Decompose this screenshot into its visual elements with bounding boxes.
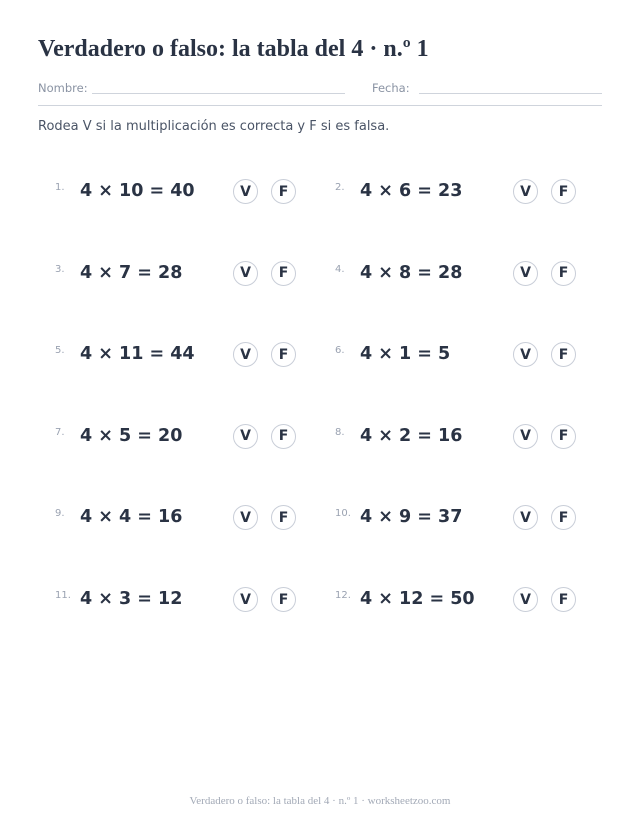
problem-item	[55, 256, 305, 290]
true-choice-button[interactable]: V	[513, 505, 538, 530]
problem-equation: 4 × 12 = 50	[360, 589, 475, 609]
problem-item	[335, 337, 585, 371]
problem-equation: 4 × 10 = 40	[80, 181, 195, 201]
true-choice-button[interactable]: V	[233, 342, 258, 367]
page-title: Verdadero o falso: la tabla del 4 · n.º 1	[38, 36, 429, 62]
problem-number: 12.	[335, 590, 351, 601]
false-choice-button[interactable]: F	[551, 587, 576, 612]
true-choice-button[interactable]: V	[513, 342, 538, 367]
false-choice-button[interactable]: F	[271, 342, 296, 367]
problem-equation: 4 × 9 = 37	[360, 507, 463, 528]
problem-number: 5.	[55, 345, 65, 357]
true-choice-button[interactable]: V	[233, 587, 258, 612]
false-choice-button[interactable]: F	[271, 179, 296, 204]
false-choice-button[interactable]: F	[271, 424, 296, 449]
false-choice-button[interactable]: F	[551, 261, 576, 286]
problem-number: 1.	[55, 182, 65, 193]
false-choice-button[interactable]: F	[551, 179, 576, 204]
instructions: Rodea V si la multiplicación es correcta y F si es falsa.	[38, 119, 390, 134]
problem-number: 2.	[335, 182, 345, 193]
problem-item	[55, 337, 305, 371]
problem-item	[335, 500, 585, 534]
footer: Verdadero o falso: la tabla del 4 · n.º 1 · worksheetzoo.com	[189, 795, 451, 807]
problem-number: 6.	[335, 345, 345, 357]
problem-item	[55, 174, 305, 208]
problem-equation: 4 × 3 = 12	[80, 589, 183, 609]
problem-equation: 4 × 6 = 23	[360, 181, 463, 201]
problem-equation: 4 × 7 = 28	[80, 262, 183, 283]
true-choice-button[interactable]: V	[513, 261, 538, 286]
problem-item	[55, 500, 305, 534]
problem-number: 4.	[335, 263, 345, 275]
false-choice-button[interactable]: F	[271, 505, 296, 530]
true-choice-button[interactable]: V	[233, 261, 258, 286]
problem-number: 3.	[55, 263, 65, 275]
problem-equation: 4 × 2 = 16	[360, 425, 463, 446]
problem-item	[55, 582, 305, 616]
problem-equation: 4 × 4 = 16	[80, 507, 183, 528]
false-choice-button[interactable]: F	[271, 587, 296, 612]
problem-item	[335, 582, 585, 616]
problem-equation: 4 × 1 = 5	[360, 344, 451, 365]
problem-number: 9.	[55, 508, 65, 520]
true-choice-button[interactable]: V	[513, 424, 538, 449]
problem-number: 8.	[335, 426, 345, 438]
true-choice-button[interactable]: V	[233, 505, 258, 530]
false-choice-button[interactable]: F	[551, 424, 576, 449]
problem-number: 11.	[55, 590, 71, 601]
false-choice-button[interactable]: F	[271, 261, 296, 286]
problem-item	[335, 256, 585, 290]
problem-item	[335, 174, 585, 208]
name-label: Nombre:	[38, 81, 88, 95]
false-choice-button[interactable]: F	[551, 505, 576, 530]
true-choice-button[interactable]: V	[233, 179, 258, 204]
problem-equation: 4 × 5 = 20	[80, 425, 183, 446]
problem-item	[55, 419, 305, 453]
true-choice-button[interactable]: V	[513, 587, 538, 612]
date-label: Fecha:	[372, 81, 410, 95]
problem-number: 10.	[335, 508, 351, 520]
problem-number: 7.	[55, 426, 65, 438]
false-choice-button[interactable]: F	[551, 342, 576, 367]
true-choice-button[interactable]: V	[233, 424, 258, 449]
problem-item	[335, 419, 585, 453]
problem-equation: 4 × 11 = 44	[80, 344, 195, 365]
problem-equation: 4 × 8 = 28	[360, 262, 463, 283]
true-choice-button[interactable]: V	[513, 179, 538, 204]
